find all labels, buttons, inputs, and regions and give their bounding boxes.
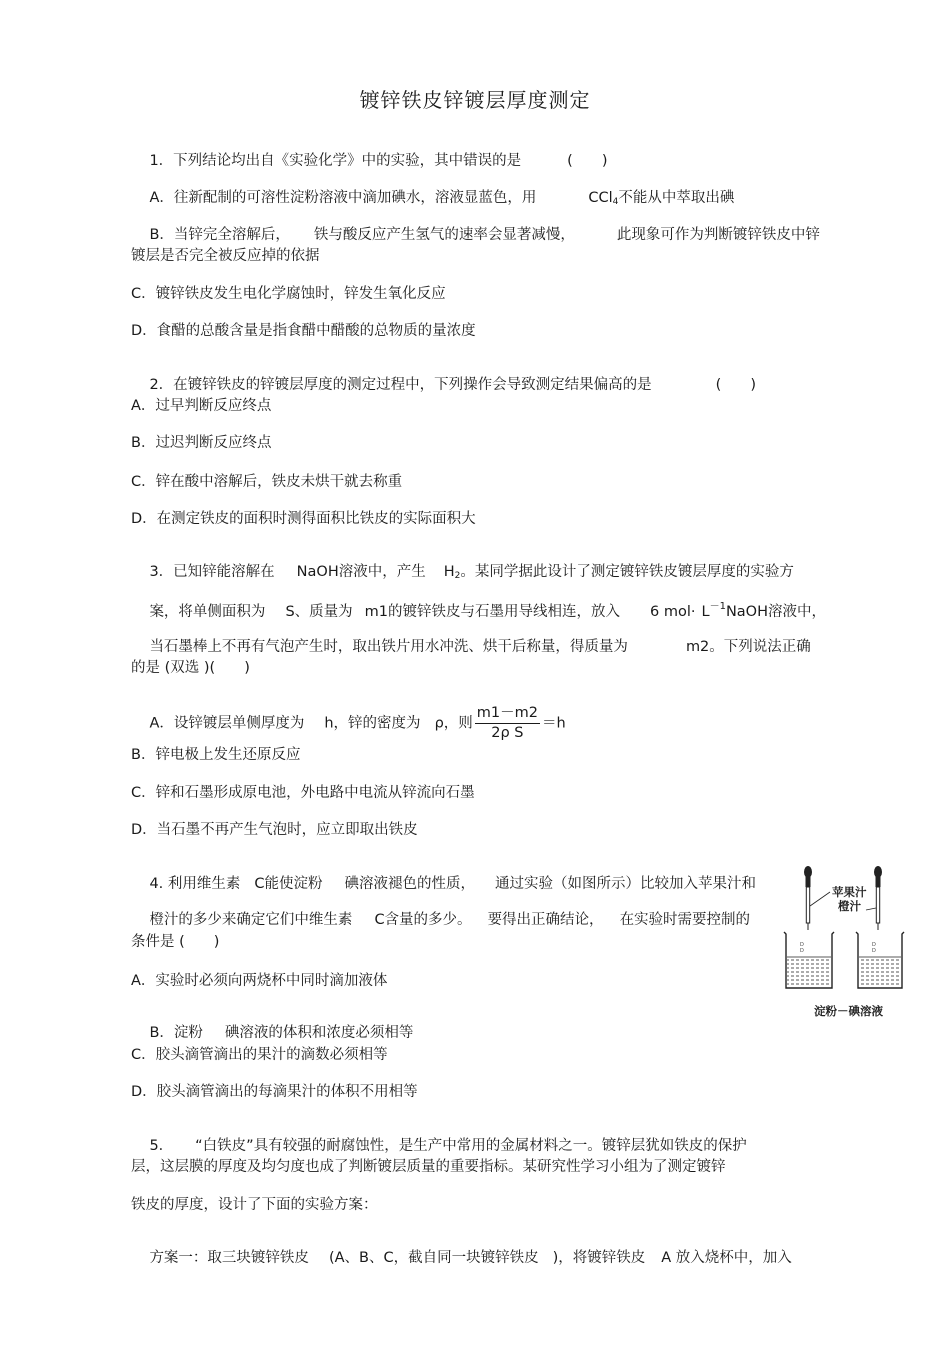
q2-option-b: B．过迟判断反应终点	[131, 435, 272, 451]
document-title: 镀锌铁皮锌镀层厚度测定	[359, 88, 591, 112]
left-beaker-icon	[784, 932, 834, 988]
right-beaker-icon	[856, 932, 904, 988]
q3-a-part2: h，锌的密度为	[324, 715, 421, 732]
q4-l2-a: 橙汁的多少来确定它们中维生素	[149, 912, 353, 928]
q4-b-part1: B．淀粉	[149, 1025, 203, 1041]
label-orange-juice: 橙汁	[838, 899, 861, 913]
q1-b-part2: 铁与酸反应产生氢气的速率会显著减慢，	[313, 227, 575, 243]
q5-l1-b: “白铁皮”具有较强的耐腐蚀性，是生产中常用的金属材料之一。镀锌层犹如铁皮的保护	[195, 1138, 747, 1154]
q5-l4-b: (A、B、C，截自同一块镀锌铁皮	[328, 1250, 539, 1266]
q3-l1-c: H	[443, 564, 455, 580]
q2-stem: 2．在镀锌铁皮的锌镀层厚度的测定过程中，下列操作会导致测定结果偏高的是	[149, 377, 652, 393]
beaker-figure	[776, 858, 906, 1023]
q3-l1-a: 3．已知锌能溶解在	[149, 564, 275, 580]
q3-l1-b: NaOH溶液中，产生	[296, 564, 426, 580]
svg-text:D: D	[800, 942, 804, 948]
q4-line2	[131, 892, 750, 945]
q4-l1-b: C能使淀粉	[254, 876, 323, 892]
q5-l4-c: )，将镀锌铁皮	[552, 1250, 646, 1266]
q4-l1-d: 通过实验（如图所示）比较加入苹果汁和	[495, 876, 757, 892]
q3-option-c: C．锌和石墨形成原电池，外电路中电流从锌流向石墨	[131, 785, 475, 801]
q5-line3: 铁皮的厚度，设计了下面的实验方案：	[131, 1197, 378, 1213]
q2-option-d: D．在测定铁皮的面积时测得面积比铁皮的实际面积大	[131, 511, 476, 527]
q3-l2-f: NaOH溶液中，	[725, 604, 827, 620]
q3-a-part3: ρ，则	[434, 715, 473, 732]
q1-stem: 1．下列结论均出自《实验化学》中的实验，其中错误的是	[149, 153, 522, 169]
q2-option-a: A．过早判断反应终点	[131, 398, 272, 414]
q3-l1-sub: 2	[454, 571, 461, 581]
q4-l2-d: 在实验时需要控制的	[619, 912, 751, 928]
q3-line4: 的是 (双选 )( )	[131, 660, 250, 676]
q1-a-sub: 4	[612, 197, 619, 207]
q4-b-part2: 碘溶液的体积和浓度必须相等	[224, 1025, 414, 1041]
label-apple-juice: 苹果汁	[832, 885, 867, 899]
q1-a-ccl: CCl	[588, 190, 613, 206]
q3-l2-a: 案，将单侧面积为	[149, 604, 266, 620]
q3-a-part1: A．设锌镀层单侧厚度为	[149, 715, 305, 732]
q4-l1-c: 碘溶液褪色的性质，	[344, 876, 476, 892]
q5-l4-d: A 放入烧杯中，加入	[661, 1250, 792, 1266]
q3-a-denominator: 2ρ S	[491, 724, 524, 741]
q4-option-a: A．实验时必须向两烧杯中同时滴加液体	[131, 973, 388, 989]
q5-l4-a: 方案一：取三块镀锌铁皮	[149, 1250, 309, 1266]
q5-line4	[131, 1230, 792, 1283]
q3-a-part4: ＝h	[541, 715, 566, 732]
right-dropper-icon	[874, 866, 882, 930]
q1-option-d: D．食醋的总酸含量是指食醋中醋酸的总物质的量浓度	[131, 323, 476, 339]
q4-option-d: D．胶头滴管滴出的每滴果汁的体积不用相等	[131, 1084, 418, 1100]
q3-option-d: D．当石墨不再产生气泡时，应立即取出铁皮	[131, 822, 418, 838]
q3-l2-sup: －1	[709, 601, 726, 612]
q1-a-post: 不能从中萃取出碘	[618, 190, 735, 206]
svg-text:D: D	[872, 942, 876, 948]
q3-l2-d: 6 mol·	[650, 604, 696, 620]
q1-option-c: C．镀锌铁皮发生电化学腐蚀时，锌发生氧化反应	[131, 286, 446, 302]
beaker-diagram	[776, 858, 906, 998]
q1-b-part1: B．当锌完全溶解后，	[149, 227, 290, 243]
q3-a-fraction	[475, 704, 540, 743]
q3-l1-d: 。某同学据此设计了测定镀锌铁皮镀层厚度的实验方	[460, 564, 794, 580]
q1-a-text: A．往新配制的可溶性淀粉溶液中滴加碘水，溶液显蓝色，用	[149, 190, 537, 206]
q1-option-b-line2: 镀层是否完全被反应掉的依据	[131, 248, 320, 264]
q3-l3-a: 当石墨棒上不再有气泡产生时，取出铁片用水冲洗、烘干后称量，得质量为	[149, 639, 628, 655]
left-dropper-icon	[804, 866, 812, 930]
svg-text:D: D	[872, 948, 876, 954]
q3-l3-b: m2。下列说法正确	[685, 639, 811, 655]
q4-option-c: C．胶头滴管滴出的果汁的滴数必须相等	[131, 1047, 388, 1063]
svg-text:D: D	[800, 948, 804, 954]
q3-l2-e: L	[701, 604, 710, 620]
q2-paren: ( )	[715, 377, 756, 393]
q1-paren: ( )	[567, 153, 608, 169]
q4-l2-c: 要得出正确结论，	[487, 912, 604, 928]
q3-a-numerator: m1－m2	[475, 704, 540, 724]
q4-line3: 条件是 ( )	[131, 934, 220, 950]
q3-option-b: B．锌电极上发生还原反应	[131, 747, 301, 763]
q5-l1-a: 5．	[149, 1138, 174, 1154]
q3-l2-c: m1的镀锌铁皮与石墨用导线相连，放入	[364, 604, 621, 620]
q2-option-c: C．锌在酸中溶解后，铁皮未烘干就去称重	[131, 474, 403, 490]
q1-b-part3: 此现象可作为判断镀锌铁皮中锌	[616, 227, 820, 243]
q5-line2: 层，这层膜的厚度及均匀度也成了判断镀层质量的重要指标。某研究性学习小组为了测定镀锌	[131, 1159, 726, 1175]
q4-l1-a: 4. 利用维生素	[149, 876, 241, 892]
label-starch-iodine: 淀粉－碘溶液	[814, 1004, 883, 1018]
q4-l2-b: C含量的多少。	[374, 912, 472, 928]
q3-l2-b: S、质量为	[285, 604, 353, 620]
